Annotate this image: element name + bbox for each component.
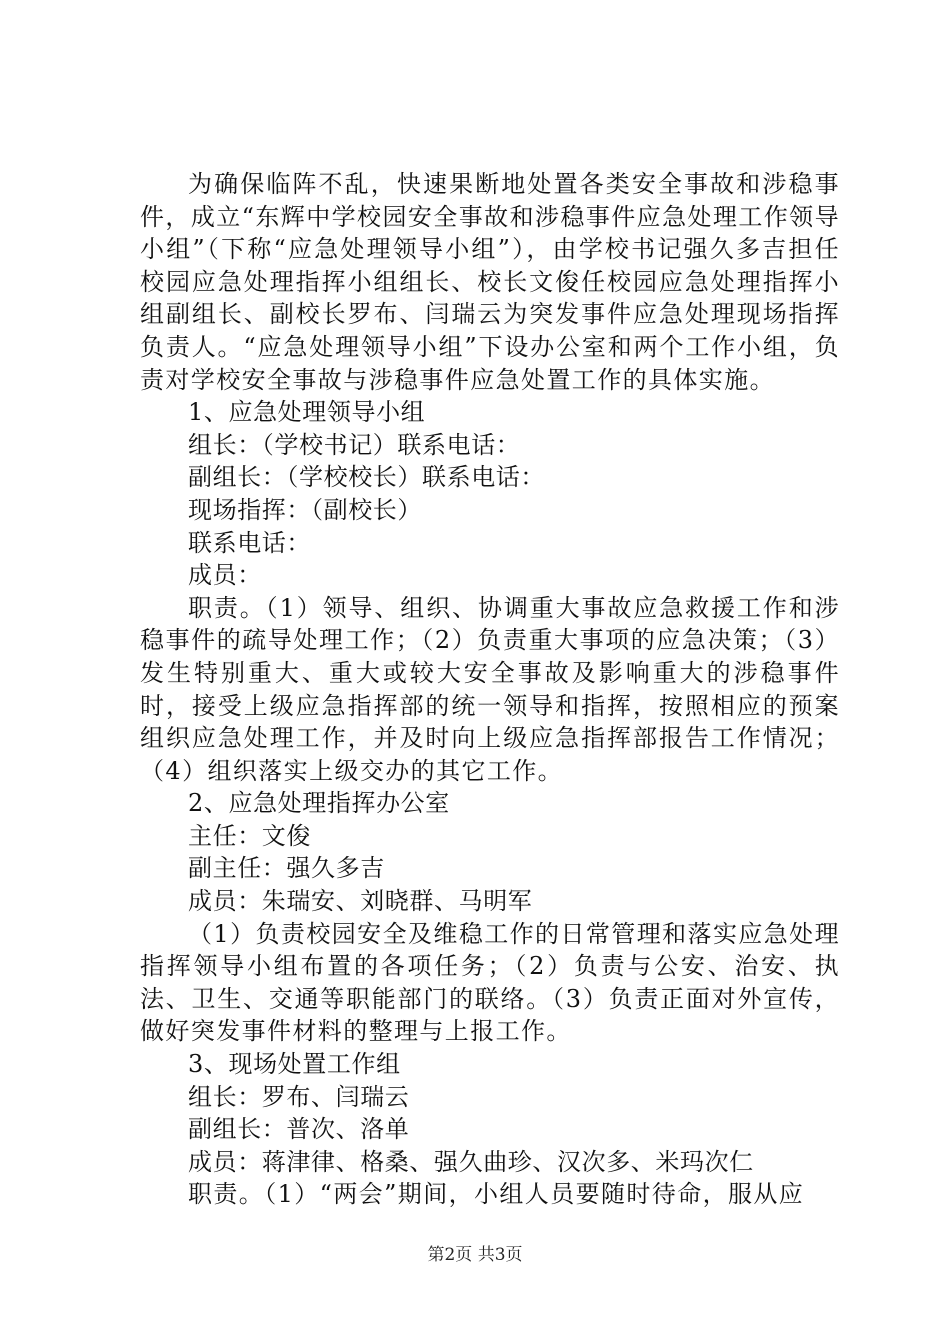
site-team-leader-line: 组长：罗布、闫瑞云	[188, 1082, 410, 1111]
page-number-footer: 第2页 共3页	[427, 1245, 523, 1265]
members-line: 成员：	[188, 561, 262, 590]
leader-line: 组长：（学校书记）联系电话：	[188, 430, 521, 459]
intro-paragraph: 为确保临阵不乱，快速果断地处置各类安全事故和涉稳事件，成立“东辉中学校园安全事故和涉稳事件应急处理工作领导小组”（下称“应急处理领导小组”），由学校书记强久多吉担任校园应急处理指挥小组组长、校长文俊任校园应急处理指挥小组副组长、副校长罗布、闫瑞云为突发事件应急处理现场指挥负责人。“应急处理领导小组”下设办公室和两个工作小组，负责对学校安全事故与涉稳事件应急处置工作的具体实施。	[140, 170, 840, 394]
site-team-members-line: 成员：蒋津律、格桑、强久曲珍、汉次多、米玛次仁	[188, 1147, 754, 1176]
deputy-director-line: 副主任：强久多吉	[188, 854, 385, 883]
section-heading-command-office: 2、应急处理指挥办公室	[188, 789, 450, 818]
director-line: 主任：文俊	[188, 821, 311, 850]
leadership-duties-paragraph: 职责。（1）领导、组织、协调重大事故应急救援工作和涉稳事件的疏导处理工作；（2）负责重大事项的应急决策；（3）发生特别重大、重大或较大安全事故及影响重大的涉稳事件时，接受上级应急指挥部的统一领导和指挥，按照相应的预案组织应急处理工作，并及时向上级应急指挥部报告工作情况；（4）组织落实上级交办的其它工作。	[140, 593, 840, 785]
document-body	[140, 168, 840, 1211]
section-heading-site-team: 3、现场处置工作组	[188, 1050, 401, 1079]
site-commander-line: 现场指挥：（副校长）	[188, 495, 422, 524]
site-team-duties-paragraph: 职责。（1）“两会”期间，小组人员要随时待命，服从应	[188, 1180, 805, 1209]
contact-phone-line: 联系电话：	[188, 528, 311, 557]
deputy-leader-line: 副组长：（学校校长）联系电话：	[188, 463, 545, 492]
office-members-line: 成员：朱瑞安、刘晓群、马明军	[188, 887, 533, 916]
office-duties-paragraph: （1）负责校园安全及维稳工作的日常管理和落实应急处理指挥领导小组布置的各项任务；（2）负责与公安、治安、执法、卫生、交通等职能部门的联络。（3）负责正面对外宣传，做好突发事件材料的整理与上报工作。	[140, 919, 840, 1046]
section-heading-leadership-group: 1、应急处理领导小组	[188, 398, 426, 427]
site-team-deputy-line: 副组长：普次、洛单	[188, 1115, 410, 1144]
